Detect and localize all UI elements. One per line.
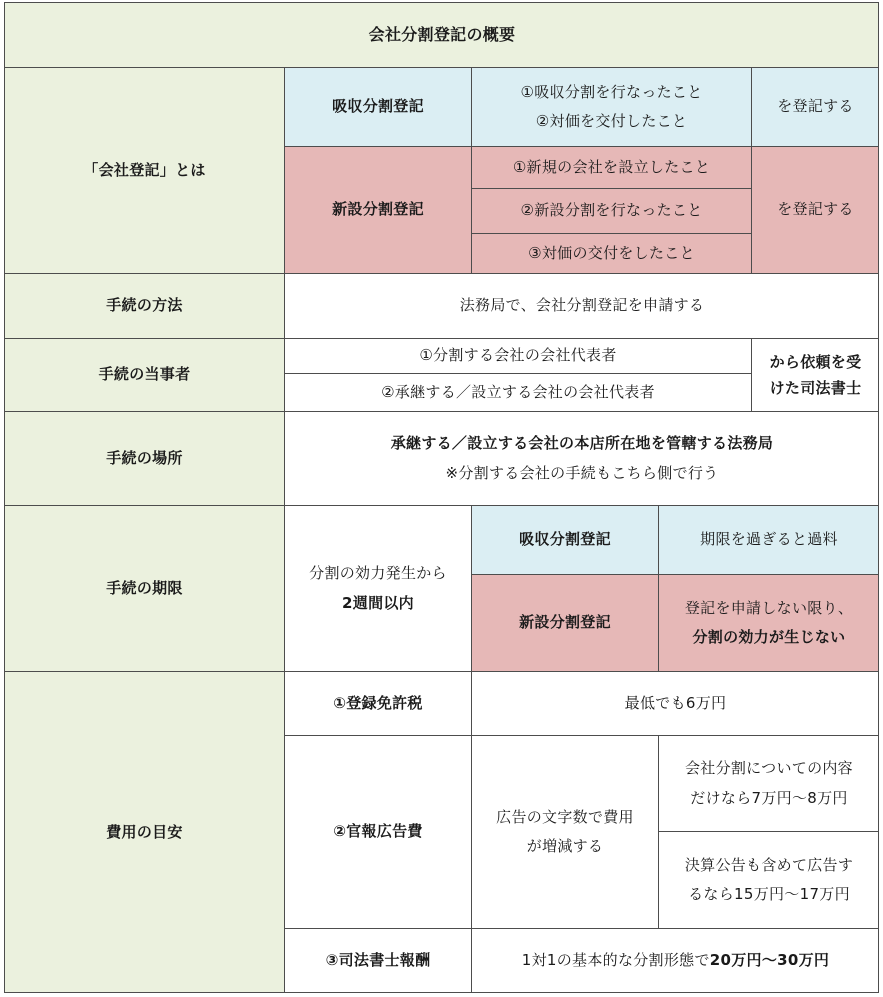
cost-fee-value: [471, 928, 879, 993]
incorporation-registration-label: 新設分割登記: [284, 146, 471, 273]
absorption-item-1: ①吸収分割を行なったこと: [520, 82, 703, 101]
cost-fee-value-text: [522, 946, 829, 975]
place-line-2: ※分割する会社の手続もこちら側で行う: [445, 463, 719, 482]
deadline-incorporation-note-line-2: 分割の効力が生じない: [692, 628, 846, 646]
row-header-deadline: 手続の期限: [4, 505, 284, 671]
deadline-incorporation-label: 新設分割登記: [471, 574, 658, 671]
absorption-suffix: を登記する: [751, 67, 879, 146]
parties-item-2: ②承継する／設立する会社の会社代表者: [284, 373, 751, 411]
row-header-parties: 手続の当事者: [4, 338, 284, 411]
deadline-period-line-2: 2週間以内: [342, 593, 414, 612]
incorporation-item-3: ③対価の交付をしたこと: [471, 233, 751, 273]
cost-fee-value-prefix: 1対1の基本的な分割形態で: [521, 951, 710, 970]
cost-gazette-option-1-line-1: 会社分割についての内容: [684, 759, 853, 778]
absorption-items: [471, 67, 751, 146]
absorption-item-2: ②対価を交付したこと: [535, 112, 688, 130]
parties-suffix-line-1: から依頼を受: [769, 352, 862, 371]
row-header-method: 手続の方法: [4, 273, 284, 338]
cost-registration-tax-label: ①登録免許税: [284, 671, 471, 735]
cost-gazette-desc: [471, 735, 658, 928]
parties-suffix: [751, 338, 879, 411]
cost-gazette-option-2: [658, 831, 879, 928]
deadline-incorporation-note: [658, 574, 879, 671]
incorporation-item-1: ①新規の会社を設立したこと: [471, 146, 751, 188]
cost-gazette-option-1: [658, 735, 879, 831]
cost-gazette-option-2-line-1: 決算公告も含めて広告す: [684, 855, 854, 874]
method-text: 法務局で、会社分割登記を申請する: [284, 273, 879, 338]
cost-gazette-desc-line-2: が増減する: [526, 837, 604, 855]
cost-gazette-label: ②官報広告費: [284, 735, 471, 928]
deadline-absorption-note: 期限を過ぎると過料: [658, 505, 879, 574]
absorption-registration-label: 吸収分割登記: [284, 67, 471, 146]
place-text: [284, 411, 879, 505]
cost-fee-value-amount: 20万円～30万円: [709, 951, 830, 970]
cost-fee-label: ③司法書士報酬: [284, 928, 471, 993]
place-line-1: 承継する／設立する会社の本店所在地を管轄する法務局: [390, 434, 774, 453]
parties-suffix-line-2: けた司法書士: [769, 379, 862, 397]
cost-gazette-option-2-line-2: るなら15万円～17万円: [688, 885, 850, 903]
cost-registration-tax-value: 最低でも6万円: [471, 671, 879, 735]
deadline-absorption-label: 吸収分割登記: [471, 505, 658, 574]
cost-gazette-desc-line-1: 広告の文字数で費用: [496, 807, 634, 826]
row-header-place: 手続の場所: [4, 411, 284, 505]
deadline-period-line-1: 分割の効力発生から: [309, 564, 447, 583]
row-header-what: 「会社登記」とは: [4, 67, 284, 273]
cost-gazette-option-1-line-2: だけなら7万円～8万円: [690, 788, 848, 807]
incorporation-suffix: を登記する: [751, 146, 879, 273]
table-title: 会社分割登記の概要: [4, 2, 879, 67]
deadline-period: [284, 505, 471, 671]
incorporation-item-2: ②新設分割を行なったこと: [471, 188, 751, 233]
row-header-cost: 費用の目安: [4, 671, 284, 993]
deadline-incorporation-note-line-1: 登記を申請しない限り、: [684, 598, 854, 617]
company-split-registration-table: [4, 2, 879, 993]
parties-item-1: ①分割する会社の会社代表者: [284, 338, 751, 373]
